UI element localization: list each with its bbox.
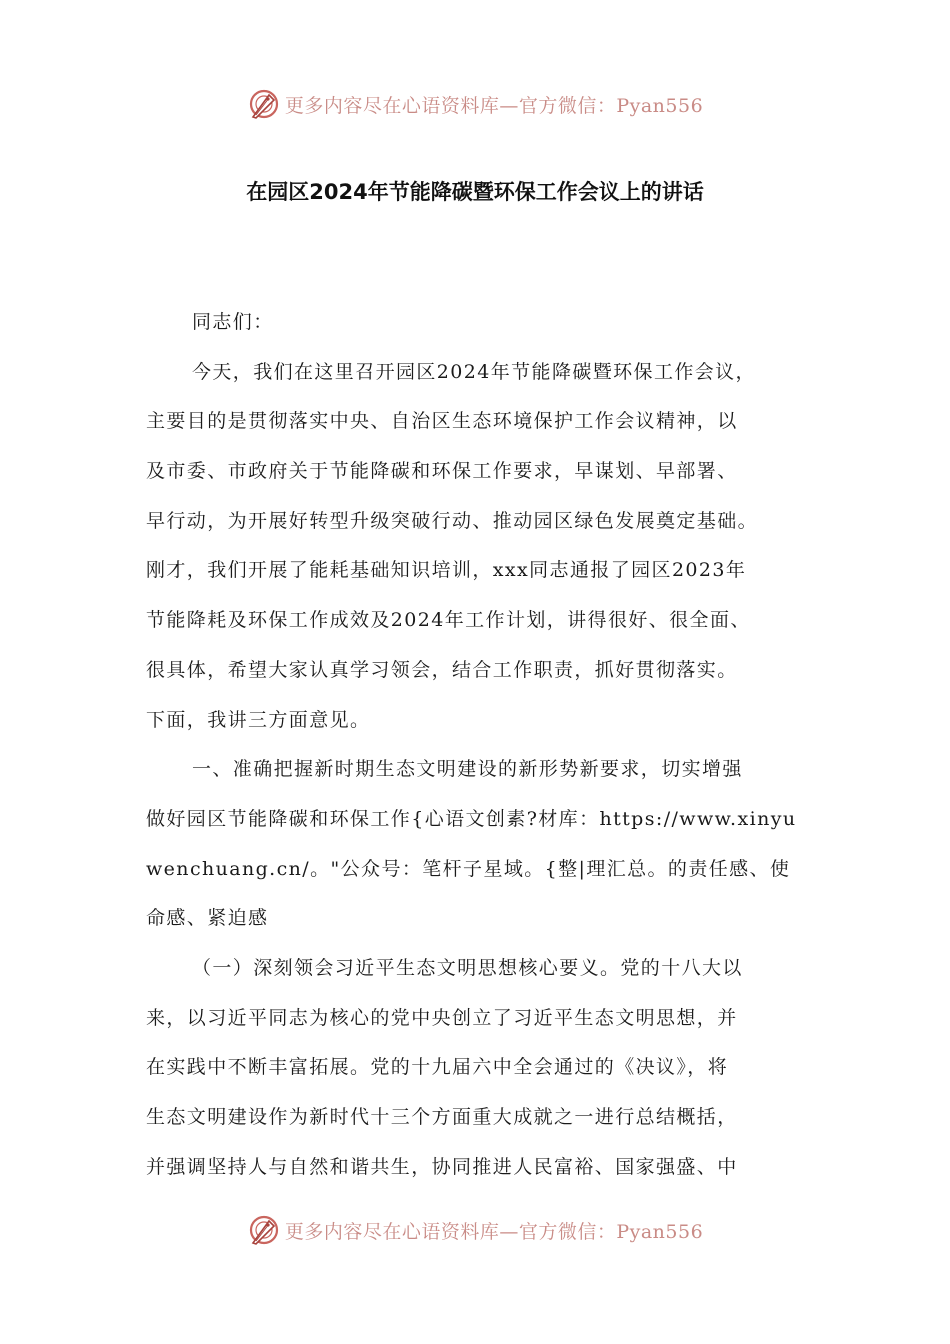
paragraph-line: 今天，我们在这里召开园区2024年节能降碳暨环保工作会议，	[192, 360, 756, 383]
document-body	[146, 298, 808, 1192]
section-heading-line: 命感、紧迫感	[146, 907, 269, 930]
paragraph-line: 很具体，希望大家认真学习领会，结合工作职责，抓好贯彻落实。	[146, 658, 738, 681]
document-title: 在园区2024年节能降碳暨环保工作会议上的讲话	[246, 180, 704, 204]
watermark-text: 更多内容尽在心语资料库—官方微信：Pyan556	[284, 1220, 704, 1243]
paragraph-line: 主要目的是贯彻落实中央、自治区生态环境保护工作会议精神，以	[146, 410, 738, 433]
section-heading-line: 一、准确把握新时期生态文明建设的新形势新要求，切实增强	[192, 758, 743, 781]
section-heading-line: 做好园区节能降碳和环保工作{心语文创素?材库：https://www.xinyu	[146, 807, 797, 830]
paragraph-line: （一）深刻领会习近平生态文明思想核心要义。党的十八大以	[192, 956, 743, 979]
paragraph-line: 节能降耗及环保工作成效及2024年工作计划，讲得很好、很全面、	[146, 609, 751, 632]
watermark-text: 更多内容尽在心语资料库—官方微信：Pyan556	[284, 94, 704, 117]
paragraph-line: 在实践中不断丰富拓展。党的十九届六中全会通过的《决议》，将	[146, 1056, 729, 1079]
pen-nib-logo-icon	[247, 87, 281, 121]
watermark-header	[0, 84, 950, 124]
paragraph-line: 下面，我讲三方面意见。	[146, 708, 371, 731]
paragraph-line: 同志们：	[192, 311, 274, 333]
paragraph-line: 刚才，我们开展了能耗基础知识培训，xxx同志通报了园区2023年	[146, 559, 747, 582]
paragraph-line: 生态文明建设作为新时代十三个方面重大成就之一进行总结概括，	[146, 1106, 738, 1128]
paragraph-line: 并强调坚持人与自然和谐共生，协同推进人民富裕、国家强盛、中	[146, 1155, 738, 1178]
section-heading-line: wenchuang.cn/。"公众号：笔杆子星域。{整|理汇总。的责任感、使	[146, 857, 791, 880]
paragraph-line: 来，以习近平同志为核心的党中央创立了习近平生态文明思想，并	[146, 1006, 738, 1029]
watermark-footer	[0, 1210, 950, 1250]
paragraph-line: 早行动，为开展好转型升级突破行动、推动园区绿色发展奠定基础。	[146, 509, 759, 532]
paragraph-line: 及市委、市政府关于节能降碳和环保工作要求，早谋划、早部署、	[146, 460, 738, 483]
pen-nib-logo-icon	[247, 1213, 281, 1247]
